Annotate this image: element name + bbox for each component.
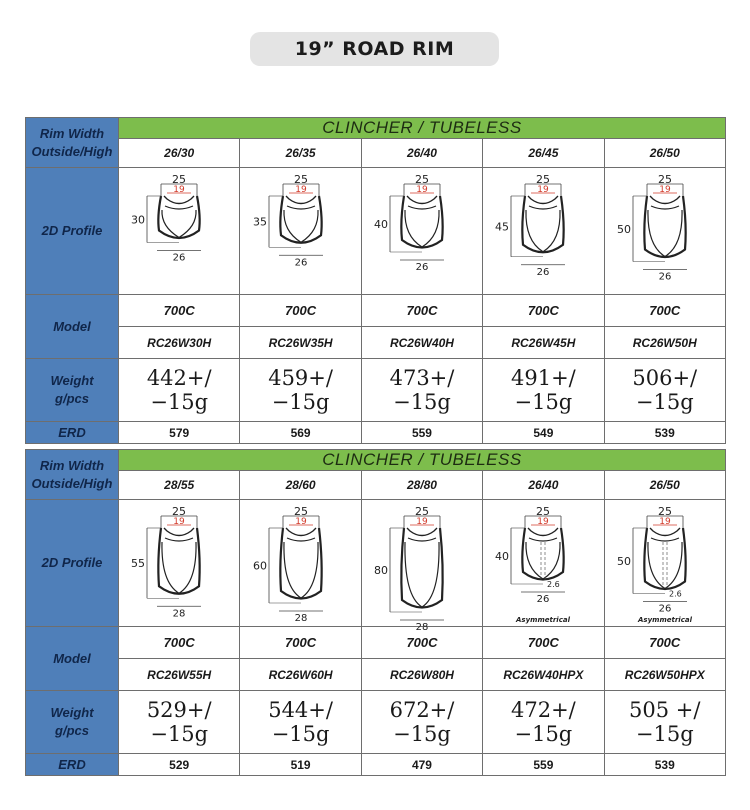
inner-width-label: 19 — [416, 185, 428, 195]
model-number: RC26W80H — [361, 659, 482, 691]
rim-weight: 506+/−15g — [604, 359, 725, 422]
rim-profile-drawing — [121, 170, 237, 292]
wheel-size: 700C — [119, 295, 240, 327]
rim-weight: 473+/−15g — [361, 359, 482, 422]
height-label: 60 — [252, 559, 267, 573]
rim-size: 26/30 — [119, 139, 240, 168]
rim-size: 28/55 — [119, 471, 240, 500]
offset-label: 2.6 — [547, 580, 561, 589]
page-title: 19” ROAD RIM — [250, 32, 499, 66]
rim-size: 26/50 — [604, 471, 725, 500]
rim-type-header: CLINCHER / TUBELESS — [119, 118, 726, 139]
height-label: 50 — [616, 222, 631, 236]
rim-erd: 539 — [604, 422, 725, 444]
inner-width-label: 19 — [173, 517, 185, 527]
inner-width-label: 19 — [537, 185, 550, 195]
rim-profile — [119, 168, 240, 295]
rim-profile-drawing — [485, 502, 601, 624]
bottom-width-label: 26 — [294, 257, 307, 269]
bottom-width-label: 26 — [172, 252, 186, 264]
bottom-width-label: 28 — [294, 613, 307, 624]
model-number: RC26W40H — [361, 327, 482, 359]
spec-table-1 — [25, 117, 726, 444]
rim-profile — [240, 168, 361, 295]
height-label: 55 — [131, 557, 146, 571]
rim-erd: 519 — [240, 754, 361, 776]
rim-profile — [240, 500, 361, 627]
outer-width-label: 25 — [172, 505, 187, 518]
rim-profile — [361, 500, 482, 633]
inner-width-label: 19 — [537, 517, 550, 527]
rim-profile — [483, 500, 604, 627]
height-label: 35 — [252, 215, 267, 229]
rim-size: 26/40 — [483, 471, 604, 500]
bottom-width-label: 28 — [415, 622, 429, 633]
rim-profile — [361, 168, 482, 295]
wheel-size: 700C — [483, 627, 604, 659]
asymmetrical-note: Asymmetrical — [516, 616, 571, 624]
rim-size: 26/45 — [483, 139, 604, 168]
rim-size: 26/40 — [361, 139, 482, 168]
rim-profile — [119, 500, 240, 627]
rim-size: 26/35 — [240, 139, 361, 168]
rim-profile-drawing — [121, 502, 237, 624]
rim-erd: 569 — [240, 422, 361, 444]
height-label: 50 — [616, 554, 631, 568]
inner-width-label: 19 — [416, 517, 428, 527]
model-number: RC26W60H — [240, 659, 361, 691]
rim-weight: 529+/−15g — [119, 691, 240, 754]
outer-width-label: 25 — [293, 505, 308, 518]
inner-width-label: 19 — [294, 185, 307, 195]
rim-erd: 529 — [119, 754, 240, 776]
rim-erd: 559 — [361, 422, 482, 444]
rim-erd: 539 — [604, 754, 725, 776]
rim-type-header: CLINCHER / TUBELESS — [119, 450, 726, 471]
rim-profile-drawing — [607, 170, 723, 292]
model-number: RC26W50H — [604, 327, 725, 359]
rim-width-label: Rim Width Outside/High — [26, 450, 119, 500]
rim-erd: 559 — [483, 754, 604, 776]
offset-label: 2.6 — [668, 589, 682, 599]
model-number: RC26W35H — [240, 327, 361, 359]
wheel-size: 700C — [119, 627, 240, 659]
height-label: 40 — [373, 218, 388, 231]
model-number: RC26W55H — [119, 659, 240, 691]
rim-weight: 505 +/−15g — [604, 691, 725, 754]
height-label: 80 — [373, 564, 388, 577]
rim-weight: 442+/−15g — [119, 359, 240, 422]
outer-width-label: 25 — [293, 173, 308, 186]
erd-label: ERD — [26, 754, 119, 776]
inner-width-label: 19 — [173, 185, 185, 195]
bottom-width-label: 26 — [658, 603, 672, 615]
bottom-width-label: 26 — [415, 262, 429, 273]
rim-erd: 579 — [119, 422, 240, 444]
wheel-size: 700C — [361, 295, 482, 327]
inner-width-label: 19 — [294, 517, 307, 527]
rim-profile-drawing — [364, 170, 480, 292]
wheel-size: 700C — [483, 295, 604, 327]
outer-width-label: 25 — [172, 173, 187, 186]
spec-table-2 — [25, 449, 726, 776]
rim-size: 28/60 — [240, 471, 361, 500]
outer-width-label: 25 — [657, 173, 672, 186]
weight-label: Weight g/pcs — [26, 691, 119, 754]
rim-profile-drawing — [607, 502, 723, 624]
outer-width-label: 25 — [536, 505, 551, 518]
rim-size: 26/50 — [604, 139, 725, 168]
outer-width-label: 25 — [414, 505, 429, 518]
wheel-size: 700C — [361, 627, 482, 659]
model-number: RC26W30H — [119, 327, 240, 359]
weight-label: Weight g/pcs — [26, 359, 119, 422]
rim-profile — [483, 168, 604, 295]
erd-label: ERD — [26, 422, 119, 444]
outer-width-label: 25 — [536, 173, 551, 186]
rim-size: 28/80 — [361, 471, 482, 500]
rim-profile-drawing — [243, 502, 359, 624]
profile-label: 2D Profile — [26, 168, 119, 295]
outer-width-label: 25 — [414, 173, 429, 186]
wheel-size: 700C — [240, 295, 361, 327]
rim-profile — [604, 168, 725, 295]
rim-erd: 549 — [483, 422, 604, 444]
rim-weight: 459+/−15g — [240, 359, 361, 422]
bottom-width-label: 26 — [536, 594, 550, 605]
rim-width-label: Rim Width Outside/High — [26, 118, 119, 168]
rim-erd: 479 — [361, 754, 482, 776]
model-label: Model — [26, 295, 119, 359]
inner-width-label: 19 — [659, 517, 671, 527]
wheel-size: 700C — [604, 627, 725, 659]
height-label: 45 — [495, 220, 510, 234]
model-label: Model — [26, 627, 119, 691]
rim-weight: 672+/−15g — [361, 691, 482, 754]
rim-profile-drawing — [485, 170, 601, 292]
bottom-width-label: 28 — [172, 608, 186, 620]
rim-profile-drawing — [243, 170, 359, 292]
rim-weight: 544+/−15g — [240, 691, 361, 754]
inner-width-label: 19 — [659, 185, 671, 195]
bottom-width-label: 26 — [658, 271, 672, 283]
bottom-width-label: 26 — [536, 266, 550, 278]
height-label: 40 — [495, 550, 510, 563]
wheel-size: 700C — [240, 627, 361, 659]
rim-profile-drawing — [364, 502, 480, 633]
height-label: 30 — [131, 213, 146, 227]
rim-profile — [604, 500, 725, 627]
asymmetrical-note: Asymmetrical — [637, 616, 692, 624]
wheel-size: 700C — [604, 295, 725, 327]
model-number: RC26W45H — [483, 327, 604, 359]
outer-width-label: 25 — [657, 505, 672, 518]
profile-label: 2D Profile — [26, 500, 119, 627]
model-number: RC26W50HPX — [604, 659, 725, 691]
rim-weight: 491+/−15g — [483, 359, 604, 422]
rim-weight: 472+/−15g — [483, 691, 604, 754]
model-number: RC26W40HPX — [483, 659, 604, 691]
